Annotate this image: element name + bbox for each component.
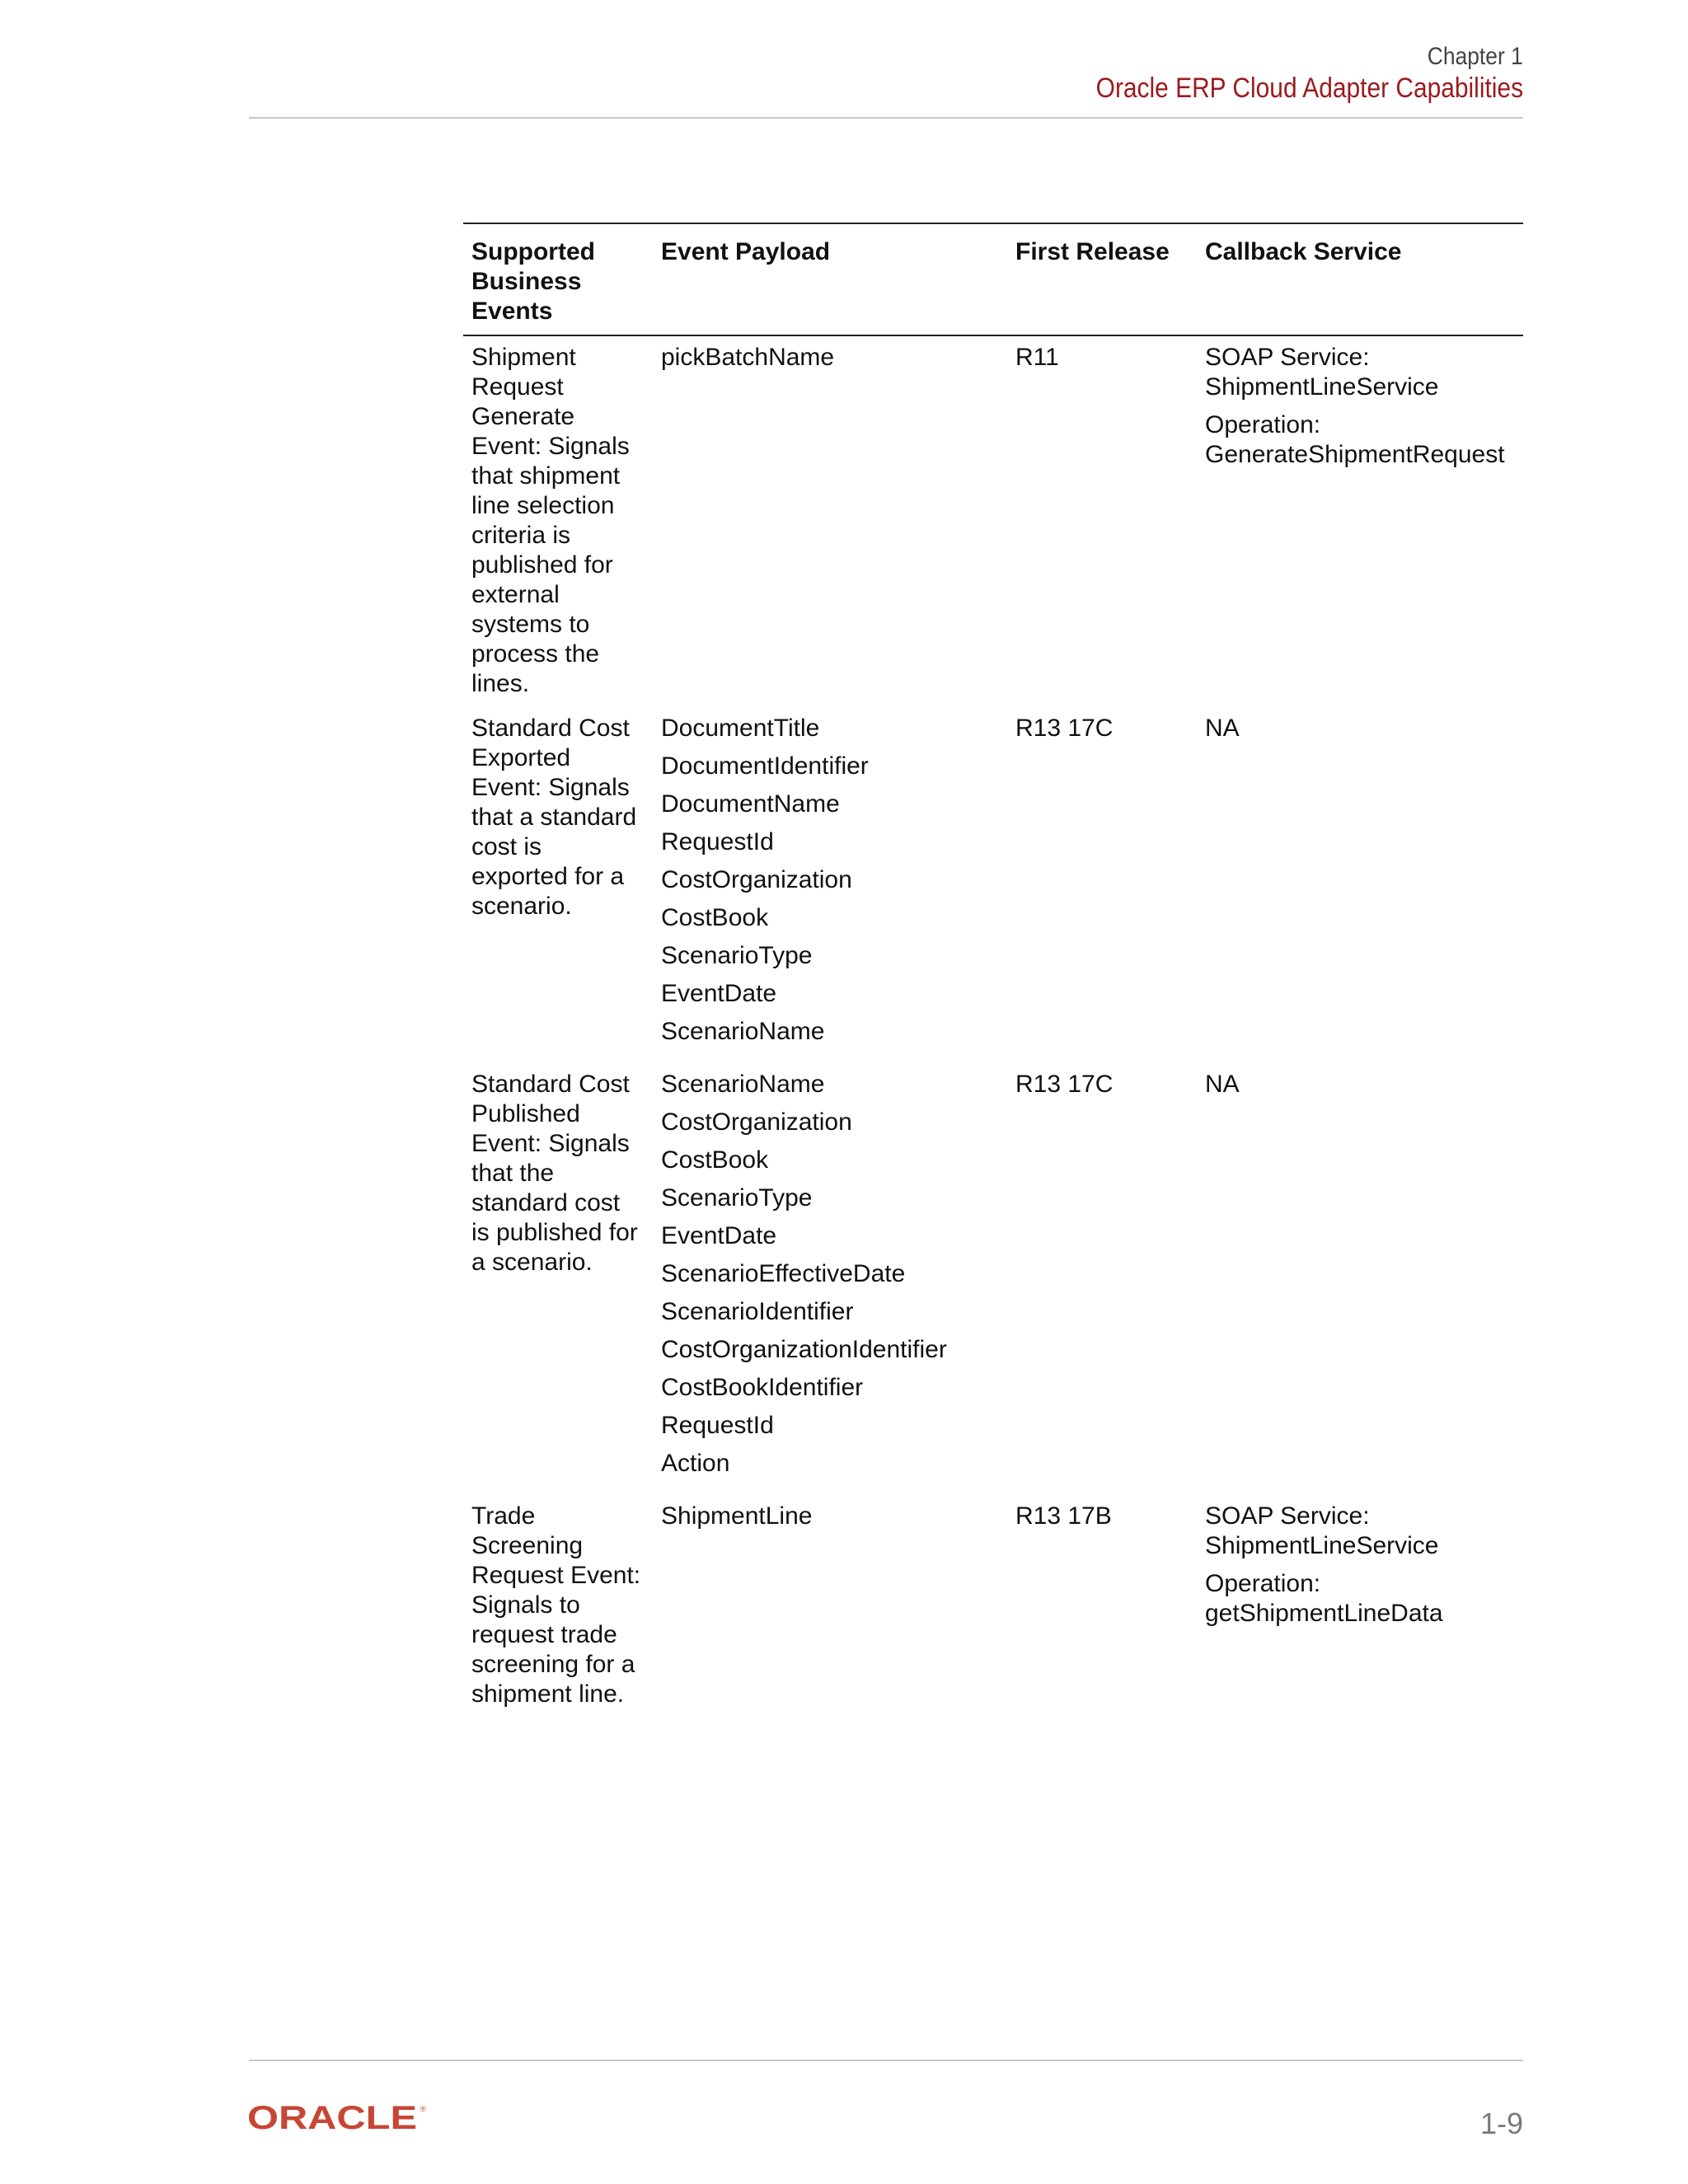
column-header-events: Supported Business Events bbox=[463, 223, 653, 335]
column-header-callback: Callback Service bbox=[1197, 223, 1523, 335]
table-row bbox=[463, 1063, 1523, 1495]
payload-field: EventDate bbox=[661, 1222, 777, 1249]
footer-divider bbox=[249, 2060, 1523, 2061]
payload-field: ScenarioType bbox=[661, 1184, 813, 1212]
column-header-payload: Event Payload bbox=[653, 223, 1007, 335]
payload-field: ScenarioIdentifier bbox=[661, 1298, 854, 1325]
event-description: Trade Screening Request Event: Signals to request trade screening for a shipment line. bbox=[471, 1502, 641, 1708]
callback-service-label: SOAP Service: bbox=[1205, 344, 1370, 371]
payload-field: ScenarioName bbox=[661, 1018, 825, 1045]
callback-service: NA bbox=[1205, 715, 1240, 742]
table-row bbox=[463, 707, 1523, 1063]
payload-field: CostBook bbox=[661, 904, 769, 931]
callback-service bbox=[1197, 335, 1523, 707]
payload-field: CostOrganizationIdentifier bbox=[661, 1336, 947, 1363]
callback-operation-label: Operation: bbox=[1205, 411, 1321, 438]
table-row bbox=[463, 1495, 1523, 1718]
svg-text:®: ® bbox=[420, 2105, 426, 2113]
payload-field: ScenarioName bbox=[661, 1071, 825, 1098]
payload-field: CostBook bbox=[661, 1146, 769, 1174]
payload-field: ShipmentLine bbox=[661, 1502, 813, 1530]
first-release: R13 17C bbox=[1015, 1071, 1114, 1098]
payload-field: EventDate bbox=[661, 980, 777, 1007]
callback-service: NA bbox=[1205, 1071, 1240, 1098]
svg-text:ORACLE: ORACLE bbox=[247, 2103, 417, 2131]
callback-operation-name: getShipmentLineData bbox=[1205, 1600, 1443, 1627]
payload-field: Action bbox=[661, 1450, 730, 1477]
payload-field: CostOrganization bbox=[661, 1108, 852, 1136]
event-payload bbox=[653, 1495, 1007, 1718]
payload-field: RequestId bbox=[661, 828, 774, 855]
event-description: Standard Cost Exported Event: Signals that a standard cost is exported for a scenario. bbox=[471, 715, 637, 920]
callback-service-name: ShipmentLineService bbox=[1205, 373, 1439, 401]
event-payload bbox=[653, 1063, 1007, 1495]
event-description: Shipment Request Generate Event: Signals that shipment line selection criteria is published for external systems to process the lines. bbox=[471, 344, 630, 697]
payload-field: pickBatchName bbox=[661, 344, 835, 371]
event-payload bbox=[653, 335, 1007, 707]
event-description: Standard Cost Published Event: Signals that the standard cost is published for a scenario. bbox=[471, 1071, 638, 1276]
chapter-label: Chapter 1 bbox=[1428, 43, 1523, 70]
payload-field: DocumentIdentifier bbox=[661, 752, 869, 780]
payload-field: ScenarioEffectiveDate bbox=[661, 1260, 906, 1287]
payload-field: CostBookIdentifier bbox=[661, 1374, 864, 1401]
table-header-row bbox=[463, 223, 1523, 335]
table-row bbox=[463, 335, 1523, 707]
callback-service-name: ShipmentLineService bbox=[1205, 1532, 1439, 1559]
callback-service bbox=[1197, 1495, 1523, 1718]
first-release: R13 17B bbox=[1015, 1502, 1112, 1530]
header-divider bbox=[249, 117, 1523, 119]
callback-service-label: SOAP Service: bbox=[1205, 1502, 1370, 1530]
first-release: R11 bbox=[1015, 344, 1059, 371]
event-payload bbox=[653, 707, 1007, 1063]
first-release: R13 17C bbox=[1015, 715, 1114, 742]
column-header-release: First Release bbox=[1007, 223, 1197, 335]
payload-field: DocumentName bbox=[661, 790, 840, 818]
callback-operation-name: GenerateShipmentRequest bbox=[1205, 441, 1505, 468]
page-number: 1-9 bbox=[1479, 2107, 1523, 2140]
payload-field: RequestId bbox=[661, 1412, 774, 1439]
payload-field: ScenarioType bbox=[661, 942, 813, 969]
business-events-table bbox=[463, 223, 1523, 1718]
callback-operation-label: Operation: bbox=[1205, 1570, 1321, 1597]
payload-field: DocumentTitle bbox=[661, 715, 820, 742]
payload-field: CostOrganization bbox=[661, 866, 852, 893]
oracle-logo bbox=[247, 2103, 430, 2131]
chapter-title: Oracle ERP Cloud Adapter Capabilities bbox=[1095, 73, 1523, 104]
